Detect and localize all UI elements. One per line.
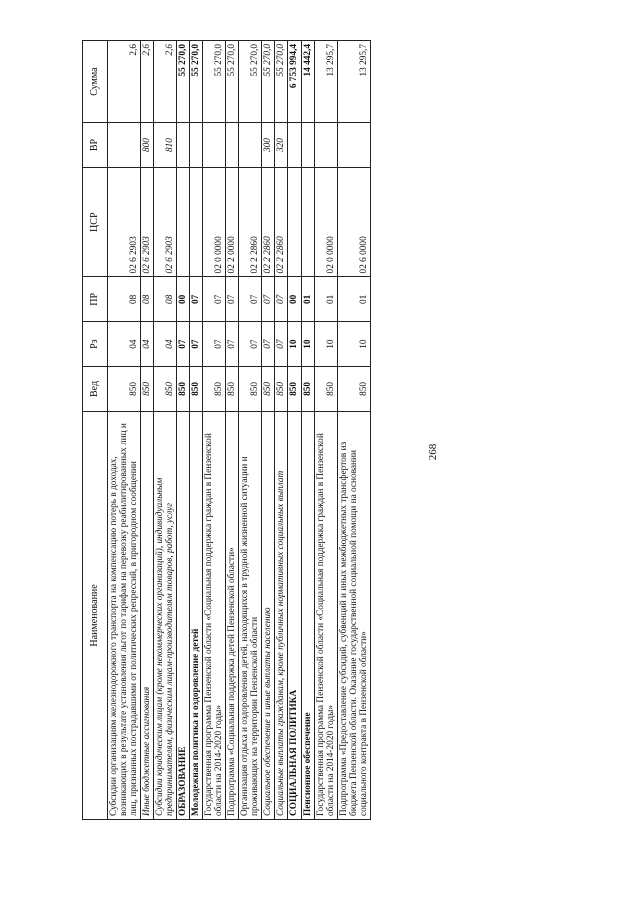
cell-csr (177, 167, 190, 277)
cell-rz: 04 (108, 322, 141, 367)
cell-sum: 13 295,7 (337, 41, 370, 123)
cell-rz: 07 (226, 322, 239, 367)
table-row (262, 41, 275, 820)
cell-sum: 2,6 (108, 41, 141, 123)
table-row (108, 41, 141, 820)
cell-pr: 07 (190, 277, 203, 322)
cell-pr: 07 (226, 277, 239, 322)
cell-csr: 02 6 2903 (141, 167, 154, 277)
cell-sum: 2,6 (141, 41, 154, 123)
cell-name: Субсидии юридическим лицам (кроме некоммерческих организаций), индивидуальным предпринимателям, физическим лицам-производителям товаров, работ, услуг (154, 411, 177, 819)
cell-name: Подпрограмма «Предоставление субсидий, субвенций и иных межбюджетных трансфертов из бюджета Пензенской области. Оказание государственной социальной помощи на основании социального контракта в Пензенской области» (337, 411, 370, 819)
cell-vr (190, 123, 203, 168)
cell-vr (337, 123, 370, 168)
page-number: 268 (427, 443, 439, 461)
cell-sum: 55 270,0 (262, 41, 275, 123)
cell-csr: 02 2 2860 (239, 167, 262, 277)
cell-csr: 02 0 0000 (314, 167, 337, 277)
cell-pr: 07 (203, 277, 226, 322)
cell-sum: 55 270,0 (190, 41, 203, 123)
cell-vr (203, 123, 226, 168)
table-row (177, 41, 190, 820)
cell-name: Государственная программа Пензенской области «Социальная поддержка граждан в Пензенской области на 2014-2020 годы» (203, 411, 226, 819)
table-body (108, 41, 371, 820)
table-row (314, 41, 337, 820)
header-ved: Вед (83, 367, 108, 412)
cell-vr: 800 (141, 123, 154, 168)
cell-csr: 02 2 2860 (262, 167, 275, 277)
cell-vr (177, 123, 190, 168)
cell-name: Социальное обеспечение и иные выплаты населению (262, 411, 275, 819)
cell-csr: 02 6 0000 (337, 167, 370, 277)
table-row (239, 41, 262, 820)
cell-vr (288, 123, 301, 168)
cell-sum: 13 295,7 (314, 41, 337, 123)
cell-name: Субсидии организациям железнодорожного транспорта на компенсацию потерь в доходах, возникающих в результате установления льгот по тарифам на перевозку реабилитированных лиц и лиц, признанных пострадавшими от политических репрессий, в пригородном сообщении (108, 411, 141, 819)
cell-name: Государственная программа Пензенской области «Социальная поддержка граждан в Пензенской области на 2014-2020 годы» (314, 411, 337, 819)
cell-csr (288, 167, 301, 277)
cell-pr: 01 (301, 277, 314, 322)
cell-name: Организация отдыха и оздоровления детей, находящихся в трудной жизненной ситуации и проживающих на территории Пензенской области (239, 411, 262, 819)
cell-csr: 02 6 2903 (108, 167, 141, 277)
cell-rz: 10 (314, 322, 337, 367)
cell-ved: 850 (314, 367, 337, 412)
cell-ved: 850 (177, 367, 190, 412)
header-pr: ПР (83, 277, 108, 322)
cell-name: Молодежная политика и оздоровление детей (190, 411, 203, 819)
cell-name: Социальные выплаты гражданам, кроме публичных нормативных социальных выплат (275, 411, 288, 819)
cell-vr (314, 123, 337, 168)
header-csr: ЦСР (83, 167, 108, 277)
cell-pr: 00 (288, 277, 301, 322)
cell-rz: 10 (288, 322, 301, 367)
cell-rz: 04 (141, 322, 154, 367)
cell-rz: 07 (177, 322, 190, 367)
table-row (226, 41, 239, 820)
cell-vr (108, 123, 141, 168)
cell-name: СОЦИАЛЬНАЯ ПОЛИТИКА (288, 411, 301, 819)
cell-vr: 320 (275, 123, 288, 168)
cell-sum: 55 270,0 (239, 41, 262, 123)
rotated-table-page (82, 40, 517, 820)
cell-sum: 55 270,0 (275, 41, 288, 123)
header-name: Наименование (83, 411, 108, 819)
header-rz: Рз (83, 322, 108, 367)
cell-pr: 01 (337, 277, 370, 322)
cell-pr: 07 (275, 277, 288, 322)
cell-ved: 850 (337, 367, 370, 412)
cell-pr: 08 (108, 277, 141, 322)
budget-table (82, 40, 371, 820)
cell-pr: 07 (262, 277, 275, 322)
cell-pr: 08 (141, 277, 154, 322)
cell-ved: 850 (239, 367, 262, 412)
cell-pr: 01 (314, 277, 337, 322)
cell-rz: 04 (154, 322, 177, 367)
cell-csr: 02 6 2903 (154, 167, 177, 277)
cell-vr (239, 123, 262, 168)
cell-pr: 00 (177, 277, 190, 322)
cell-ved: 850 (203, 367, 226, 412)
cell-rz: 07 (203, 322, 226, 367)
cell-name: Пенсионное обеспечение (301, 411, 314, 819)
table-row (141, 41, 154, 820)
table-row (301, 41, 314, 820)
cell-ved: 850 (141, 367, 154, 412)
cell-ved: 850 (190, 367, 203, 412)
cell-csr (190, 167, 203, 277)
cell-pr: 08 (154, 277, 177, 322)
cell-ved: 850 (275, 367, 288, 412)
cell-vr (301, 123, 314, 168)
cell-pr: 07 (239, 277, 262, 322)
cell-csr: 02 2 0000 (226, 167, 239, 277)
cell-rz: 10 (301, 322, 314, 367)
cell-ved: 850 (154, 367, 177, 412)
cell-sum: 14 442,4 (301, 41, 314, 123)
table-row (203, 41, 226, 820)
cell-sum: 55 270,0 (203, 41, 226, 123)
cell-vr: 300 (262, 123, 275, 168)
cell-sum: 6 753 994,4 (288, 41, 301, 123)
cell-ved: 850 (226, 367, 239, 412)
cell-ved: 850 (288, 367, 301, 412)
cell-rz: 07 (239, 322, 262, 367)
table-header-row (83, 41, 108, 820)
table-row (275, 41, 288, 820)
header-sum: Сумма (83, 41, 108, 123)
cell-sum: 55 270,0 (177, 41, 190, 123)
cell-rz: 10 (337, 322, 370, 367)
cell-csr: 02 2 2860 (275, 167, 288, 277)
table-row (288, 41, 301, 820)
cell-rz: 07 (262, 322, 275, 367)
cell-name: ОБРАЗОВАНИЕ (177, 411, 190, 819)
cell-csr: 02 0 0000 (203, 167, 226, 277)
table-row (154, 41, 177, 820)
cell-ved: 850 (108, 367, 141, 412)
cell-csr (301, 167, 314, 277)
cell-ved: 850 (301, 367, 314, 412)
table-row (337, 41, 370, 820)
cell-vr (226, 123, 239, 168)
cell-name: Подпрограмма «Социальная поддержка детей Пензенской области» (226, 411, 239, 819)
cell-sum: 2,6 (154, 41, 177, 123)
table-row (190, 41, 203, 820)
cell-ved: 850 (262, 367, 275, 412)
header-vr: ВР (83, 123, 108, 168)
cell-name: Иные бюджетные ассигнования (141, 411, 154, 819)
cell-rz: 07 (190, 322, 203, 367)
cell-vr: 810 (154, 123, 177, 168)
cell-rz: 07 (275, 322, 288, 367)
cell-sum: 55 270,0 (226, 41, 239, 123)
